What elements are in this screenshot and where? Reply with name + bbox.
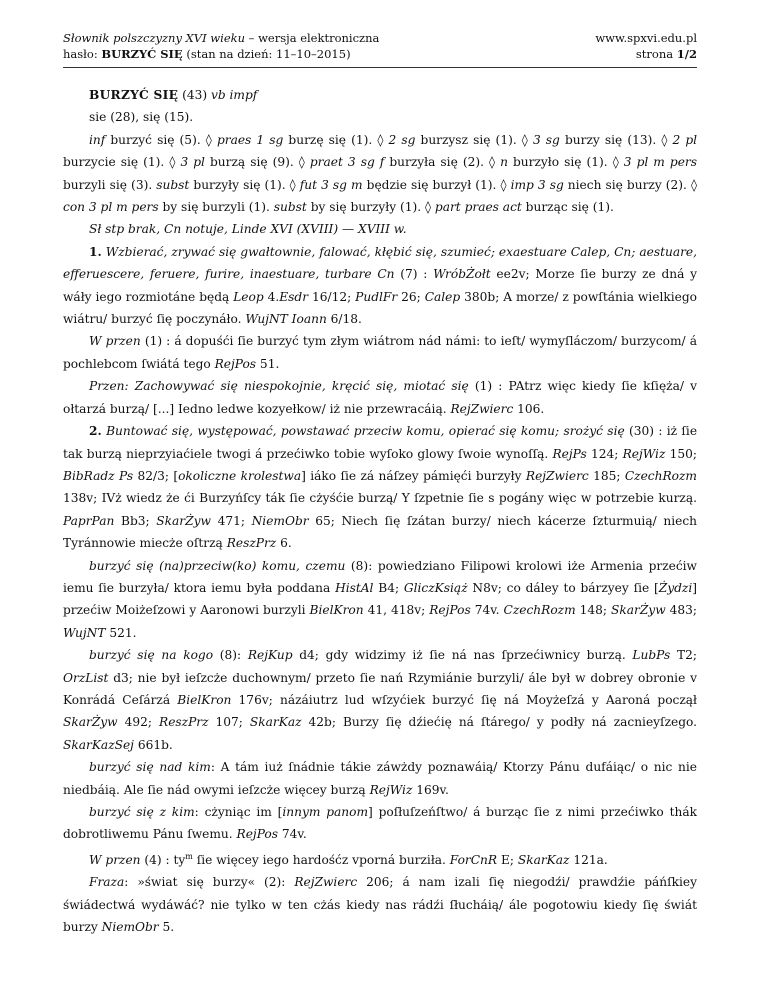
sense-2-z-kim: burzyć się z kim: cżyniąc im [innym panom] poſłuſzeńſtwo/ á burząc ſie z nimi przećiwko thák dobrotliwemu Pánu ſwemu. RejPos 74v. <box>63 805 697 842</box>
entry-sources: Sł stp brak, Cn notuje, Linde XVI (XVIII) — XVIII w. <box>89 222 407 237</box>
header-title: Słownik polszczyzny XVI wieku – wersja elektroniczna <box>63 31 380 45</box>
sense-2-przeciw: burzyć się (na)przeciw(ko) komu, czemu (8): powiedziano Filipowi krolowi iże Armenia przećiw iemu ſie burzyła/ ktora iemu była poddana HistAl B4; GliczKsiąż N8v; co dáley to bárzyey ſie [Żydzi] przećiw Moiżeſzowi y Aaronowi burzyli BielKron 41, 418v; RejPos 74v. CzechRozm 148; SkarŻyw 483; WujNT 521. <box>63 558 697 640</box>
header-haslo: hasło: BURZYĆ SIĘ (stan na dzień: 11–10–2015) <box>63 47 351 61</box>
header-site[interactable]: www.spxvi.edu.pl <box>595 31 697 45</box>
header-right <box>595 30 697 62</box>
sense-1: 1. Wzbierać, zrywać się gwałtownie, falować, kłębić się, szumieć; exaestuare Calep, Cn; aestuare, efferuescere, feruere, furire, inaestuare, turbare Cn (7) : WróbŻołt ee2v; Morze ſie burzy ze dná y wáły iego rozmiotáne będą Leop 4.Esdr 16/12; PudlFr 26; Calep 380b; A morze/ z powſtánia wielkiego wiátru/ burzyć ſię poczynáło. WujNT Ioann 6/18. <box>63 244 698 327</box>
header-divider <box>63 67 697 68</box>
entry-forms: inf burzyć się (5). ◊ praes 1 sg burzę się (1). ◊ 2 sg burzysz się (1). ◊ 3 sg burzy się (13). ◊ 2 pl burzycie się (1). ◊ 3 pl burzą się (9). ◊ praet 3 sg f burzyła się (2). ◊ n burzyło się (1). ◊ 3 pl m pers burzyli się (3). subst burzyły się (1). ◊ fut 3 sg m będzie się burzył (1). ◊ imp 3 sg niech się burzy (2). ◊ con 3 pl m pers by się burzyli (1). subst by się burzyły (1). ◊ part praes act burząc się (1). <box>63 132 698 215</box>
sense-2-nad-kim: burzyć się nad kim: A tám iuż ſnádnie tákie záwżdy poznawáią/ Ktorzy Pánu dufáiąc/ o nic nie niedbáią. Ale ſie nád owymi ieſzcże więcey burzą RejWiz 169v. <box>63 760 697 797</box>
entry-headword: BURZYĆ SIĘ (43) vb impf <box>89 88 258 102</box>
sense-2-na-kogo: burzyć się na kogo (8): RejKup d4; gdy widzimy iż ſie ná nas ſprzećiwnicy burzą. LubPs T2; OrzList d3; nie był ieſzcże duchownym/ przeto ſie nań Rzymiánie burzyli/ ále był w dobrey obronie v Konrádá Ceſárzá BielKron 176v; názáiutrz lud wſzyćiek burzyć ſię ná Moyżeſzá y Aaroná począł SkarŻyw 492; ReszPrz 107; SkarKaz 42b; Burzy ſię dźiećię ná ſtárego/ y podły ná zacnieyſzego. SkarKazSej 661b. <box>63 648 698 752</box>
dictionary-entry <box>63 84 697 939</box>
header-left <box>63 30 379 62</box>
entry-variants: sie (28), się (15). <box>89 110 194 125</box>
header-page: strona 1/2 <box>635 47 697 61</box>
sense-2-przen: W przen (4) : $ty^m$ ſie więcey iego hardośćz vporná burziła. ForCnR E; SkarKaz 121a. <box>89 851 608 867</box>
sense-2: 2. Buntować się, występować, powstawać przeciw komu, opierać się komu; srożyć się (30) : iż ſie tak burzą nieprzyiaćiele twogi á przećiwko tobie wyſoko glowy ſwoie wynoſſą. RejPs 124; RejWiz 150; BibRadz Ps 82/3; [okoliczne krolestwa] iáko ſie zá náſzey pámięći burzyły RejZwierc 185; CzechRozm 138v; IVż wiedz że ći Burzyńſcy ták ſie cżyśćie burzą/ Y ſzpetnie ſie s pogány więc w potrzebie kurzą. PaprPan Bb3; SkarŻyw 471; NiemObr 65; Niech ſię ſzátan burzy/ niech kácerze ſzturmuią/ niech Tyránnowie miecże oſtrzą ReszPrz 6. <box>63 424 698 551</box>
sense-1-przen: W przen (1) : á dopuśći ſie burzyć tym złym wiátrom nád námi: to ieſt/ wymyſláczom/ burzycom/ á pochlebcom ſwiátá tego RejPos 51. <box>63 334 698 371</box>
sense-2-fraza: Fraza: »świat się burzy« (2): RejZwierc 206; á nam izali ſię niegodźi/ prawdźie páńſkiey świádectwá wydáwáć? nie tylko w ten cżás kiedy nas rádźi ſłucháią/ ále pogotowiu kiedy ſię świát burzy NiemObr 5. <box>63 875 697 935</box>
sense-1-przen-2: Przen: Zachowywać się niespokojnie, kręcić się, miotać się (1) : PAtrz więc kiedy ſie kſięża/ v ołtarzá burzą/ [...] Iedno ledwe kozyełkow/ iż nie przewracáią. RejZwierc 106. <box>63 379 697 416</box>
